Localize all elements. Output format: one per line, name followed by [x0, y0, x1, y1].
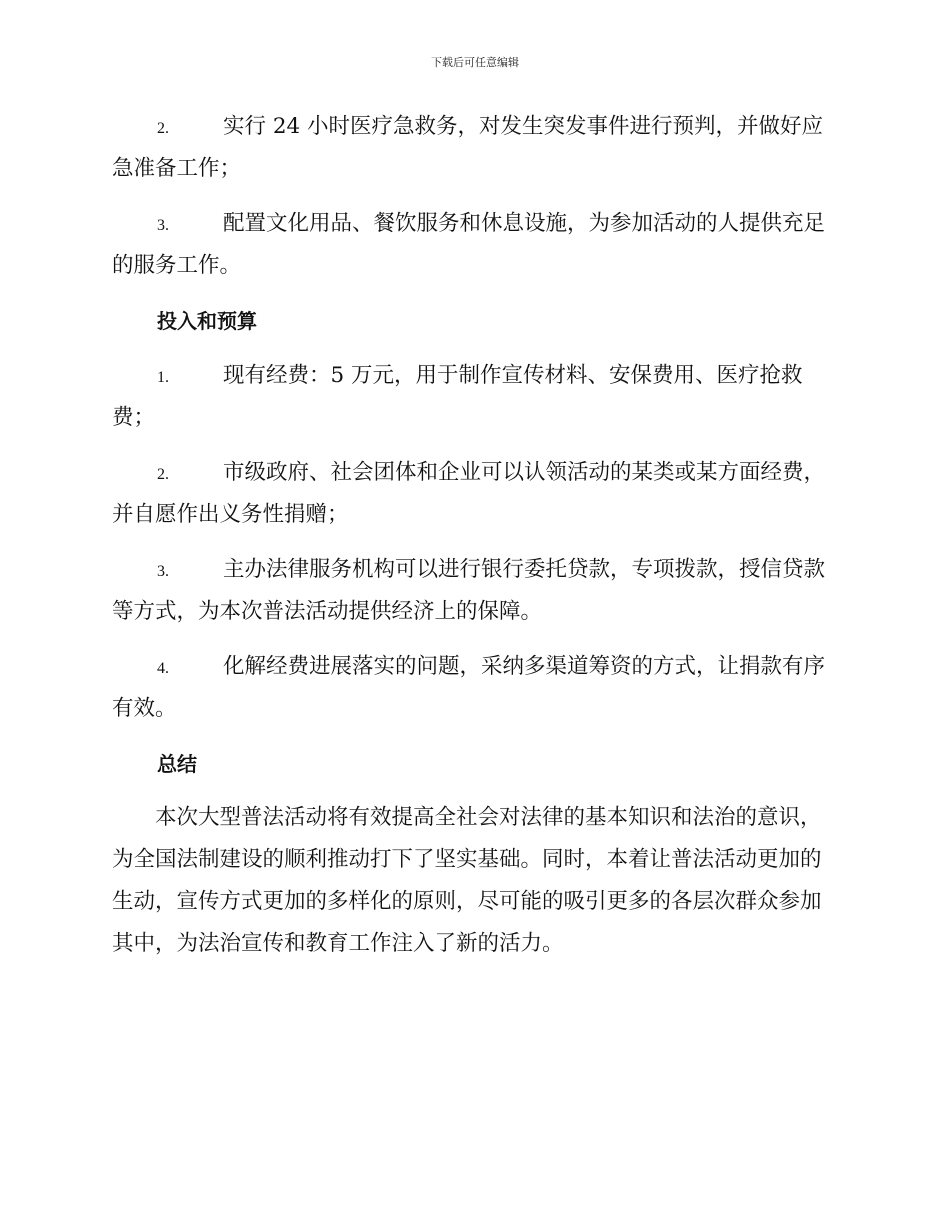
list-item-line-1 — [112, 549, 834, 591]
page-header: 下载后可任意编辑 — [431, 56, 519, 69]
list-item — [112, 452, 834, 536]
list-item — [112, 646, 834, 730]
list-item-line-1 — [112, 355, 834, 397]
list-item-line-1 — [112, 452, 834, 494]
list-item — [112, 106, 834, 190]
paragraph-line: 其中，为法治宣传和教育工作注入了新的活力。 — [112, 931, 564, 956]
summary-paragraph — [112, 797, 834, 965]
list-item-line-1 — [112, 203, 834, 245]
list-item-line-2: 等方式，为本次普法活动提供经济上的保障。 — [112, 599, 543, 624]
list-item-line-1 — [112, 106, 834, 148]
list-item-text: 化解经费进展落实的问题，采纳多渠道筹资的方式，让捐款有序 — [223, 654, 826, 679]
list-item-number: 2. — [157, 466, 169, 483]
list-item-text: 现有经费：5 万元，用于制作宣传材料、安保费用、医疗抢救 — [223, 363, 803, 388]
list-item — [112, 549, 834, 633]
list-item-number: 3. — [157, 563, 169, 580]
list-item-number: 3. — [157, 217, 169, 234]
list-item-line-2: 急准备工作； — [112, 156, 242, 181]
paragraph-line: 生动，宣传方式更加的多样化的原则，尽可能的吸引更多的各层次群众参加 — [112, 889, 822, 914]
list-item-text: 配置文化用品、餐饮服务和休息设施，为参加活动的人提供充足 — [223, 211, 826, 236]
list-item-line-2: 费； — [112, 405, 156, 430]
section-heading-summary: 总结 — [157, 752, 197, 776]
list-item-text: 市级政府、社会团体和企业可以认领活动的某类或某方面经费， — [223, 460, 826, 485]
list-item-text: 实行 24 小时医疗急救务，对发生突发事件进行预判，并做好应 — [223, 114, 824, 139]
list-item-line-2: 有效。 — [112, 696, 177, 721]
list-item-text: 主办法律服务机构可以进行银行委托贷款，专项拨款，授信贷款 — [223, 557, 826, 582]
list-item — [112, 355, 834, 439]
paragraph-line: 本次大型普法活动将有效提高全社会对法律的基本知识和法治的意识， — [155, 805, 822, 830]
list-item-line-1 — [112, 646, 834, 688]
paragraph-line: 为全国法制建设的顺利推动打下了坚实基础。同时，本着让普法活动更加的 — [112, 847, 822, 872]
list-item-line-2: 并自愿作出义务性捐赠； — [112, 502, 349, 527]
list-item — [112, 203, 834, 287]
list-item-line-2: 的服务工作。 — [112, 253, 242, 278]
list-item-number: 1. — [157, 369, 169, 386]
list-item-number: 4. — [157, 660, 169, 677]
section-heading-budget: 投入和预算 — [157, 309, 257, 333]
list-item-number: 2. — [157, 120, 169, 137]
